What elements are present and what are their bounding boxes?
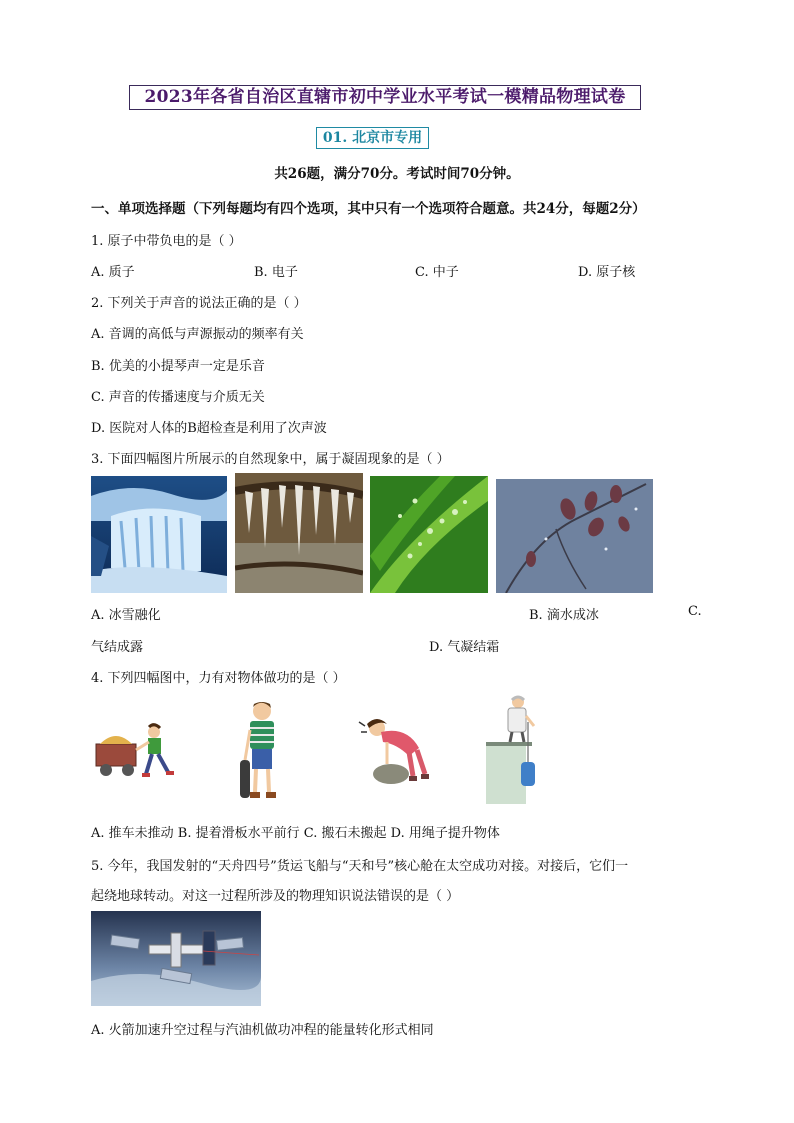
question-2-option-a: A. 音调的高低与声源振动的频率有关 — [91, 327, 304, 342]
question-3-stem: 3. 下面四幅图片所展示的自然现象中，属于凝固现象的是（ ） — [91, 452, 450, 467]
question-1-stem: 1. 原子中带负电的是（ ） — [91, 234, 242, 249]
question-3-option-c-letter: C. — [688, 604, 702, 619]
icicles-photo — [235, 473, 363, 593]
question-3-option-b: B. 滴水成冰 — [529, 608, 599, 623]
question-3-option-d: D. 气凝结霜 — [429, 640, 500, 655]
space-station-photo — [91, 911, 261, 1006]
pushing-cart-illustration — [94, 722, 178, 780]
question-2-option-d: D. 医院对人体的B超检查是利用了次声波 — [91, 421, 327, 436]
dew-on-grass-photo — [370, 476, 488, 593]
question-4-stem: 4. 下列四幅图中，力有对物体做功的是（ ） — [91, 671, 346, 686]
question-4-options: A. 推车未推动 B. 提着滑板水平前行 C. 搬石未搬起 D. 用绳子提升物体 — [91, 826, 500, 841]
question-1-option-a: A. 质子 — [91, 265, 135, 280]
question-5-stem-line2: 起绕地球转动。对这一过程所涉及的物理知识说法错误的是（ ） — [91, 889, 460, 904]
question-2-option-b: B. 优美的小提琴声一定是乐音 — [91, 359, 265, 374]
ice-waterfall-photo — [91, 476, 227, 593]
question-1-option-d: D. 原子核 — [578, 265, 636, 280]
exam-title: 2023年各省自治区直辖市初中学业水平考试一模精品物理试卷 — [129, 85, 641, 110]
carrying-skateboard-illustration — [236, 700, 286, 804]
question-2-option-c: C. 声音的传播速度与介质无关 — [91, 390, 265, 405]
section-heading: 一、单项选择题（下列每题均有四个选项，其中只有一个选项符合题意。共24分，每题2分） — [91, 201, 646, 217]
question-5-stem-line1: 5. 今年，我国发射的“天舟四号”货运飞船与“天和号”核心舱在太空成功对接。对接后，它们一 — [91, 859, 629, 874]
exam-subtitle: 01. 北京市专用 — [316, 127, 429, 149]
frost-leaves-photo — [496, 479, 653, 593]
lifting-stone-illustration — [357, 712, 437, 788]
rope-lifting-illustration — [484, 694, 544, 804]
question-5-option-a: A. 火箭加速升空过程与汽油机做功冲程的能量转化形式相同 — [91, 1023, 434, 1038]
question-3-option-a: A. 冰雪融化 — [91, 608, 161, 623]
question-1-option-c: C. 中子 — [415, 265, 459, 280]
question-3-option-c-text: 气结成露 — [91, 640, 144, 655]
question-1-option-b: B. 电子 — [254, 265, 298, 280]
exam-info: 共26题，满分70分。考试时间70分钟。 — [274, 166, 520, 182]
question-2-stem: 2. 下列关于声音的说法正确的是（ ） — [91, 296, 307, 311]
